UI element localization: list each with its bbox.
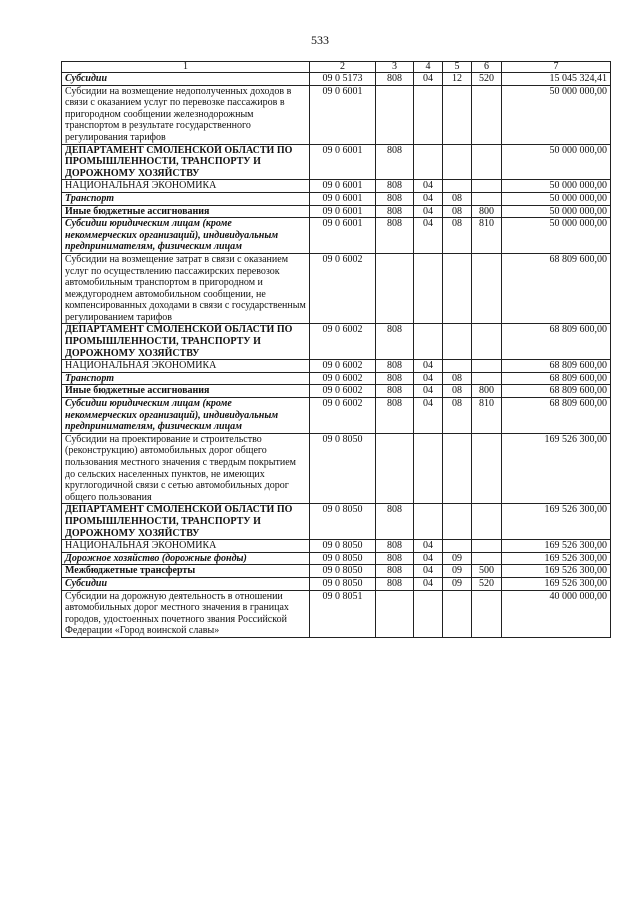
table-row [62,192,611,205]
section-code: 04 [414,73,443,86]
admin-code: 808 [376,577,414,590]
page-number: 533 [311,33,329,47]
header-col-3: 3 [376,62,414,73]
subsection-code [443,540,472,553]
amount: 169 526 300,00 [502,577,611,590]
table-row [62,552,611,565]
amount: 50 000 000,00 [502,144,611,180]
subsection-code [443,85,472,144]
table-row [62,372,611,385]
amount: 169 526 300,00 [502,565,611,578]
admin-code: 808 [376,398,414,434]
admin-code: 808 [376,552,414,565]
admin-code: 808 [376,205,414,218]
expense-type-code [472,85,502,144]
section-code [414,85,443,144]
subsection-code [443,590,472,637]
target-code: 09 0 6002 [310,372,376,385]
target-code: 09 0 6002 [310,253,376,324]
row-name: Субсидии на возмещение затрат в связи с оказанием услуг по осуществлению пассажирских перевозок автомобильным транспортом в пригородном и междугороднем автомобильном сообщении, не компенсированных доходами в связи с государственным регулированием тарифов [62,253,310,324]
target-code: 09 0 6001 [310,180,376,193]
row-name: ДЕПАРТАМЕНТ СМОЛЕНСКОЙ ОБЛАСТИ ПО ПРОМЫШЛЕННОСТИ, ТРАНСПОРТУ И ДОРОЖНОМУ ХОЗЯЙСТВУ [62,324,310,360]
admin-code [376,433,414,504]
expense-type-code [472,540,502,553]
amount: 40 000 000,00 [502,590,611,637]
subsection-code [443,144,472,180]
section-code: 04 [414,398,443,434]
expense-type-code [472,552,502,565]
table-row [62,205,611,218]
section-code [414,590,443,637]
admin-code: 808 [376,540,414,553]
section-code [414,324,443,360]
table-row [62,73,611,86]
section-code: 04 [414,360,443,373]
target-code: 09 0 6002 [310,398,376,434]
row-name: Субсидии [62,577,310,590]
amount: 50 000 000,00 [502,218,611,254]
subsection-code: 12 [443,73,472,86]
table-header-row [62,62,611,73]
subsection-code: 08 [443,385,472,398]
table-row [62,144,611,180]
amount: 169 526 300,00 [502,433,611,504]
row-name: Дорожное хозяйство (дорожные фонды) [62,552,310,565]
table-row [62,253,611,324]
expense-type-code: 810 [472,398,502,434]
table-row [62,398,611,434]
admin-code: 808 [376,144,414,180]
expense-type-code [472,504,502,540]
target-code: 09 0 8051 [310,590,376,637]
subsection-code: 09 [443,565,472,578]
target-code: 09 0 8050 [310,565,376,578]
target-code: 09 0 6001 [310,144,376,180]
admin-code: 808 [376,73,414,86]
section-code: 04 [414,180,443,193]
subsection-code: 08 [443,218,472,254]
table-row [62,577,611,590]
table-row [62,504,611,540]
admin-code [376,253,414,324]
amount: 15 045 324,41 [502,73,611,86]
amount: 50 000 000,00 [502,85,611,144]
section-code [414,433,443,504]
row-name: Субсидии юридическим лицам (кроме некоммерческих организаций), индивидуальным предпринимателям, физическим лицам [62,398,310,434]
table-row [62,590,611,637]
admin-code: 808 [376,360,414,373]
target-code: 09 0 8050 [310,433,376,504]
amount: 68 809 600,00 [502,253,611,324]
header-col-1: 1 [62,62,310,73]
admin-code [376,590,414,637]
header-col-7: 7 [502,62,611,73]
row-name: Субсидии на возмещение недополученных доходов в связи с оказанием услуг по перевозке пассажиров в пригородном сообщении железнодорожным транспортом в результате государственного регулирования тарифов [62,85,310,144]
expense-type-code [472,590,502,637]
table-row [62,324,611,360]
row-name: ДЕПАРТАМЕНТ СМОЛЕНСКОЙ ОБЛАСТИ ПО ПРОМЫШЛЕННОСТИ, ТРАНСПОРТУ И ДОРОЖНОМУ ХОЗЯЙСТВУ [62,144,310,180]
admin-code: 808 [376,180,414,193]
expense-type-code: 800 [472,385,502,398]
amount: 169 526 300,00 [502,504,611,540]
subsection-code [443,433,472,504]
target-code: 09 0 6001 [310,192,376,205]
row-name: Транспорт [62,192,310,205]
target-code: 09 0 8050 [310,540,376,553]
row-name: Иные бюджетные ассигнования [62,385,310,398]
row-name: НАЦИОНАЛЬНАЯ ЭКОНОМИКА [62,180,310,193]
section-code: 04 [414,577,443,590]
table-row [62,360,611,373]
subsection-code: 08 [443,192,472,205]
target-code: 09 0 8050 [310,504,376,540]
section-code: 04 [414,552,443,565]
row-name: Межбюджетные трансферты [62,565,310,578]
expense-type-code [472,192,502,205]
section-code: 04 [414,385,443,398]
row-name: Субсидии [62,73,310,86]
expense-type-code [472,324,502,360]
header-col-5: 5 [443,62,472,73]
admin-code: 808 [376,565,414,578]
subsection-code: 09 [443,552,472,565]
row-name: НАЦИОНАЛЬНАЯ ЭКОНОМИКА [62,540,310,553]
header-col-2: 2 [310,62,376,73]
subsection-code [443,360,472,373]
row-name: Субсидии на дорожную деятельность в отношении автомобильных дорог местного значения в границах городов, удостоенных почетного звания Российской Федерации «Город воинской славы» [62,590,310,637]
amount: 68 809 600,00 [502,372,611,385]
table-row [62,385,611,398]
row-name: Транспорт [62,372,310,385]
table-row [62,218,611,254]
expense-type-code [472,372,502,385]
section-code: 04 [414,205,443,218]
expense-type-code: 800 [472,205,502,218]
expense-type-code [472,433,502,504]
amount: 68 809 600,00 [502,385,611,398]
header-col-4: 4 [414,62,443,73]
section-code: 04 [414,372,443,385]
admin-code: 808 [376,192,414,205]
admin-code: 808 [376,324,414,360]
subsection-code: 09 [443,577,472,590]
admin-code: 808 [376,218,414,254]
expense-type-code: 520 [472,73,502,86]
amount: 50 000 000,00 [502,192,611,205]
target-code: 09 0 5173 [310,73,376,86]
admin-code: 808 [376,385,414,398]
expense-type-code [472,144,502,180]
target-code: 09 0 8050 [310,577,376,590]
section-code: 04 [414,192,443,205]
subsection-code: 08 [443,372,472,385]
expense-type-code [472,180,502,193]
section-code: 04 [414,540,443,553]
target-code: 09 0 6001 [310,218,376,254]
expense-type-code [472,360,502,373]
subsection-code: 08 [443,398,472,434]
admin-code [376,85,414,144]
table-row [62,433,611,504]
target-code: 09 0 6001 [310,205,376,218]
amount: 169 526 300,00 [502,552,611,565]
amount: 68 809 600,00 [502,360,611,373]
subsection-code: 08 [443,205,472,218]
admin-code: 808 [376,504,414,540]
table-row [62,540,611,553]
section-code [414,253,443,324]
header-col-6: 6 [472,62,502,73]
admin-code: 808 [376,372,414,385]
row-name: Иные бюджетные ассигнования [62,205,310,218]
target-code: 09 0 6002 [310,324,376,360]
expense-type-code: 500 [472,565,502,578]
budget-table [61,61,611,638]
amount: 169 526 300,00 [502,540,611,553]
table-row [62,565,611,578]
row-name: ДЕПАРТАМЕНТ СМОЛЕНСКОЙ ОБЛАСТИ ПО ПРОМЫШЛЕННОСТИ, ТРАНСПОРТУ И ДОРОЖНОМУ ХОЗЯЙСТВУ [62,504,310,540]
row-name: Субсидии юридическим лицам (кроме некоммерческих организаций), индивидуальным предпринимателям, физическим лицам [62,218,310,254]
amount: 68 809 600,00 [502,398,611,434]
target-code: 09 0 6002 [310,360,376,373]
subsection-code [443,504,472,540]
budget-table-body [62,62,611,638]
target-code: 09 0 6001 [310,85,376,144]
expense-type-code [472,253,502,324]
target-code: 09 0 8050 [310,552,376,565]
section-code [414,504,443,540]
target-code: 09 0 6002 [310,385,376,398]
row-name: Субсидии на проектирование и строительство (реконструкцию) автомобильных дорог общего пользования местного значения с твердым покрытием до сельских населенных пунктов, не имеющих круглогодичной связи с сетью автомобильных дорог общего пользования [62,433,310,504]
amount: 68 809 600,00 [502,324,611,360]
amount: 50 000 000,00 [502,180,611,193]
section-code: 04 [414,218,443,254]
amount: 50 000 000,00 [502,205,611,218]
subsection-code [443,324,472,360]
subsection-code [443,180,472,193]
section-code: 04 [414,565,443,578]
expense-type-code: 810 [472,218,502,254]
table-row [62,85,611,144]
expense-type-code: 520 [472,577,502,590]
row-name: НАЦИОНАЛЬНАЯ ЭКОНОМИКА [62,360,310,373]
table-row [62,180,611,193]
section-code [414,144,443,180]
subsection-code [443,253,472,324]
